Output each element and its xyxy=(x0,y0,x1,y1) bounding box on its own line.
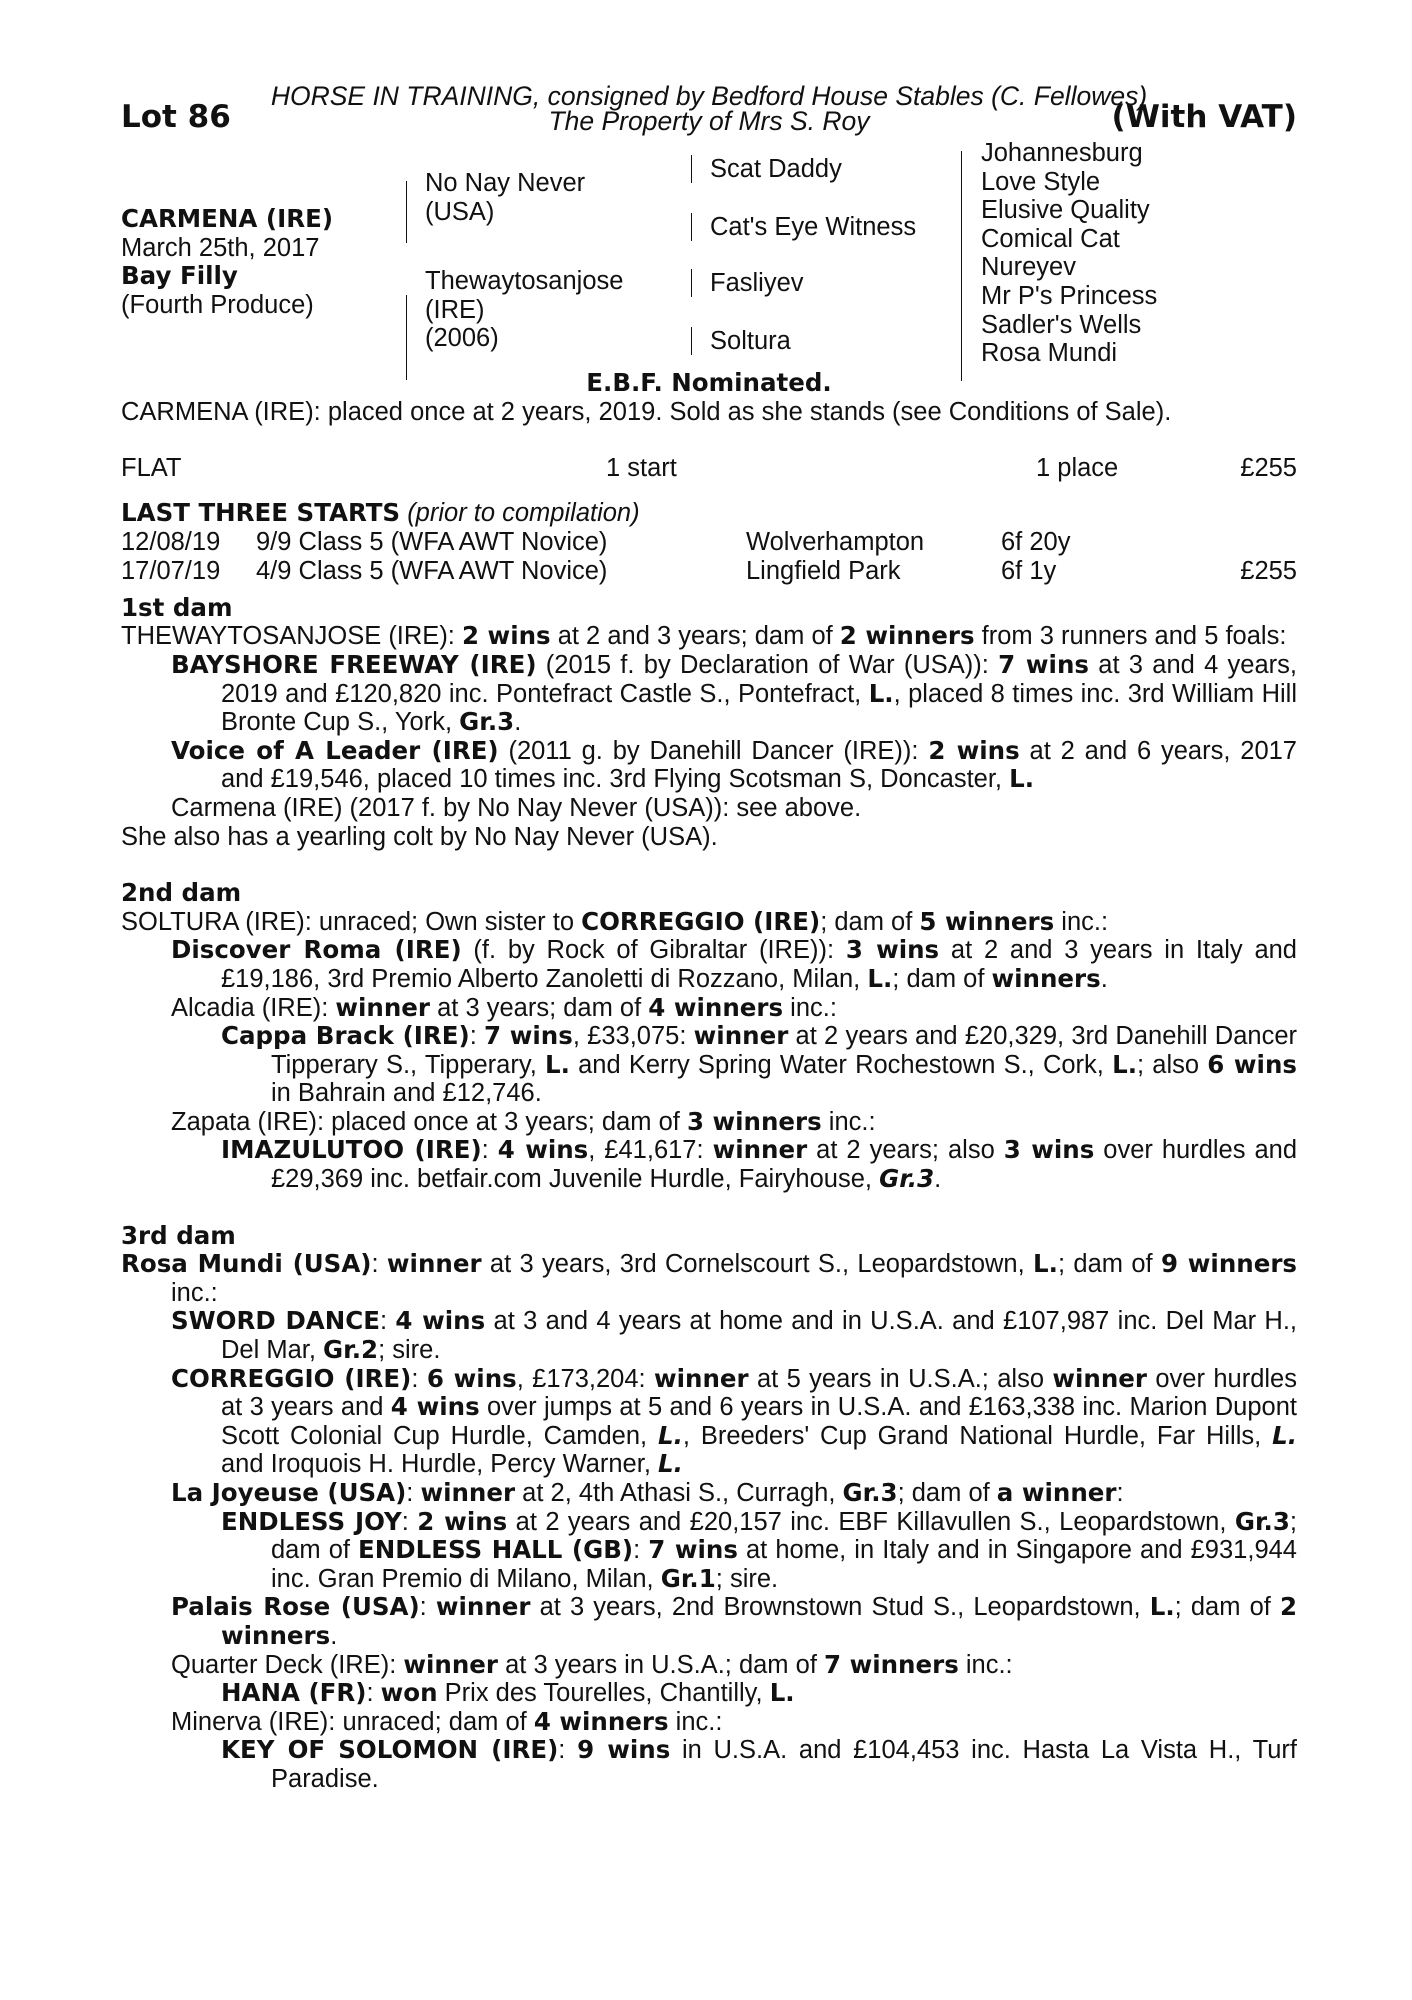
produce-entry: CORREGGIO (IRE): 6 wins, £173,204: winner at 5 years in U.S.A.; also winner over hurdles at 3 years and 4 wins over jumps at 5 and 6 years in U.S.A. and £163,338 inc. Marion Dupont Scott Colonial Cup Hurdle, Camden, L., Breeders' Cup Grand National Hurdle, Far Hills, L. and Iroquois H. Hurdle, Percy Warner, L. xyxy=(171,1363,1297,1479)
gen3-6: Mr P's Princess xyxy=(981,281,1158,310)
last-starts-heading xyxy=(121,499,1297,528)
sire-name: No Nay Never xyxy=(425,169,586,197)
pedigree-table xyxy=(121,139,1297,381)
dam-origin: (IRE) xyxy=(425,295,485,324)
second-dam-summary: SOLTURA (IRE): unraced; Own sister to CORREGGIO (IRE); dam of 5 winners inc.: xyxy=(121,906,1109,936)
gen3-2: Love Style xyxy=(981,167,1101,196)
produce-entry: IMAZULUTOO (IRE): 4 wins, £41,617: winner at 2 years; also 3 wins over hurdles and £29,369 inc. betfair.com Juvenile Hurdle, Fairyhouse, Gr.3. xyxy=(221,1135,1297,1194)
start-race: 4/9 Class 5 (WFA AWT Novice) xyxy=(256,556,608,585)
horse-name: CARMENA (IRE) xyxy=(121,204,334,233)
gen3-column xyxy=(981,139,1157,368)
last-starts-title: LAST THREE STARTS xyxy=(121,498,401,528)
gen3-5: Nureyev xyxy=(981,253,1076,282)
catalogue-page xyxy=(121,82,1297,1794)
produce-entry: ENDLESS JOY: 2 wins at 2 years and £20,157 inc. EBF Killavullen S., Leopardstown, Gr.3; dam of ENDLESS HALL (GB): 7 wins at home, in Italy and in Singapore and £931,944 inc. Gran Premio di Milano, Milan, Gr.1; sire. xyxy=(221,1506,1297,1593)
divider xyxy=(961,151,962,381)
dam-name: Thewaytosanjose xyxy=(425,267,624,295)
divider xyxy=(406,295,407,380)
produce-entry: Alcadia (IRE): winner at 3 years; dam of 4 winners inc.: xyxy=(171,992,837,1022)
gen2-2: Cat's Eye Witness xyxy=(710,213,917,241)
produce-entry: BAYSHORE FREEWAY (IRE) (2015 f. by Declaration of War (USA)): 7 wins at 3 and 4 years, 2019 and £120,820 inc. Pontefract Castle S., Pontefract, L., placed 8 times inc. 3rd William Hill Bronte Cup S., York, Gr.3. xyxy=(171,649,1298,737)
horse-dob: March 25th, 2017 xyxy=(121,233,320,262)
produce-entry: La Joyeuse (USA): winner at 2, 4th Athasi S., Curragh, Gr.3; dam of a winner: xyxy=(171,1478,1124,1507)
produce-entry: Palais Rose (USA): winner at 3 years, 2nd Brownstown Stud S., Leopardstown, L.; dam of 2 winners. xyxy=(171,1592,1298,1650)
start-date: 17/07/19 xyxy=(121,556,221,585)
produce-entry: SWORD DANCE: 4 wins at 3 and 4 years at home and in U.S.A. and £107,987 inc. Del Mar H., Del Mar, Gr.2; sire. xyxy=(171,1306,1298,1365)
dam-cell xyxy=(425,267,623,353)
horse-produce: (Fourth Produce) xyxy=(121,290,314,319)
start-distance: 6f 20y xyxy=(1001,527,1071,556)
property-line: The Property of Mrs S. Roy xyxy=(548,106,870,136)
produce-entry: Zapata (IRE): placed once at 3 years; dam of 3 winners inc.: xyxy=(171,1106,876,1136)
start-course: Lingfield Park xyxy=(746,556,901,585)
vat-label: (With VAT) xyxy=(1111,99,1297,135)
dam-year: (2006) xyxy=(425,324,499,353)
produce-entry: Cappa Brack (IRE): 7 wins, £33,075: winner at 2 years and £20,329, 3rd Danehill Dancer Tipperary S., Tipperary, L. and Kerry Spring Water Rochestown S., Cork, L.; also 6 wins in Bahrain and £12,746. xyxy=(221,1021,1298,1108)
sire-origin: (USA) xyxy=(425,197,495,226)
last-starts-note: (prior to compilation) xyxy=(407,499,640,528)
lot-number: Lot 86 xyxy=(121,99,231,135)
gen3-7: Sadler's Wells xyxy=(981,310,1142,339)
produce-entry: Minerva (IRE): unraced; dam of 4 winners inc.: xyxy=(171,1706,723,1736)
first-dam-summary: THEWAYTOSANJOSE (IRE): 2 wins at 2 and 3 years; dam of 2 winners from 3 runners and 5 foals: xyxy=(121,621,1287,651)
produce-entry: Discover Roma (IRE) (f. by Rock of Gibraltar (IRE)): 3 wins at 2 and 3 years in Italy and £19,186, 3rd Premio Alberto Zanoletti di Rozzano, Milan, L.; dam of winners. xyxy=(171,935,1297,993)
start-course: Wolverhampton xyxy=(746,527,925,556)
start-distance: 6f 1y xyxy=(1001,556,1057,585)
start-race: 9/9 Class 5 (WFA AWT Novice) xyxy=(256,527,608,556)
gen2-1: Scat Daddy xyxy=(710,155,842,183)
consignor-line: HORSE IN TRAINING, consigned by Bedford House Stables (C. Fellowes) xyxy=(270,81,1148,111)
first-dam-heading: 1st dam xyxy=(121,592,233,622)
horse-info xyxy=(121,205,333,319)
start-row xyxy=(121,557,1297,586)
divider xyxy=(406,181,407,243)
gen3-1: Johannesburg xyxy=(981,139,1143,167)
sire-cell xyxy=(425,169,585,226)
produce-entry: Quarter Deck (IRE): winner at 3 years in U.S.A.; dam of 7 winners inc.: xyxy=(171,1649,1013,1679)
start-prize: £255 xyxy=(1240,556,1297,585)
race-record xyxy=(121,454,1297,483)
gen3-8: Rosa Mundi xyxy=(981,339,1118,368)
start-row xyxy=(121,528,1297,557)
third-dam-summary: Rosa Mundi (USA): winner at 3 years, 3rd Cornelscourt S., Leopardstown, L.; dam of 9 winners inc.: xyxy=(121,1249,1297,1307)
divider xyxy=(691,327,692,355)
gen2-3: Fasliyev xyxy=(710,269,804,297)
second-dam-heading: 2nd dam xyxy=(121,878,242,908)
produce-entry: Carmena (IRE) (2017 f. by No Nay Never (USA)): see above. xyxy=(171,793,862,822)
produce-entry: Voice of A Leader (IRE) (2011 g. by Danehill Dancer (IRE)): 2 wins at 2 and 6 years, 2017 and £19,546, placed 10 times inc. 3rd Flying Scotsman S, Doncaster, L. xyxy=(171,735,1297,794)
ebf-nominated: E.B.F. Nominated. xyxy=(586,368,832,397)
record-places: 1 place xyxy=(1036,454,1119,483)
record-starts: 1 start xyxy=(606,454,677,483)
divider xyxy=(691,155,692,183)
summary: CARMENA (IRE): placed once at 2 years, 2019. Sold as she stands (see Conditions of Sale). xyxy=(121,397,1172,426)
record-earnings: £255 xyxy=(1240,454,1297,483)
horse-sex: Bay Filly xyxy=(121,261,238,291)
gen2-4: Soltura xyxy=(710,327,791,355)
produce-entry: HANA (FR): won Prix des Tourelles, Chantilly, L. xyxy=(221,1678,795,1708)
start-date: 12/08/19 xyxy=(121,527,221,556)
record-type: FLAT xyxy=(121,454,182,483)
divider xyxy=(691,213,692,241)
divider xyxy=(691,269,692,297)
gen3-3: Elusive Quality xyxy=(981,196,1150,225)
third-dam-heading: 3rd dam xyxy=(121,1220,236,1250)
produce-note: She also has a yearling colt by No Nay Never (USA). xyxy=(121,822,718,851)
produce-entry: KEY OF SOLOMON (IRE): 9 wins in U.S.A. and £104,453 inc. Hasta La Vista H., Turf Paradise. xyxy=(221,1735,1297,1793)
gen3-4: Comical Cat xyxy=(981,224,1120,253)
